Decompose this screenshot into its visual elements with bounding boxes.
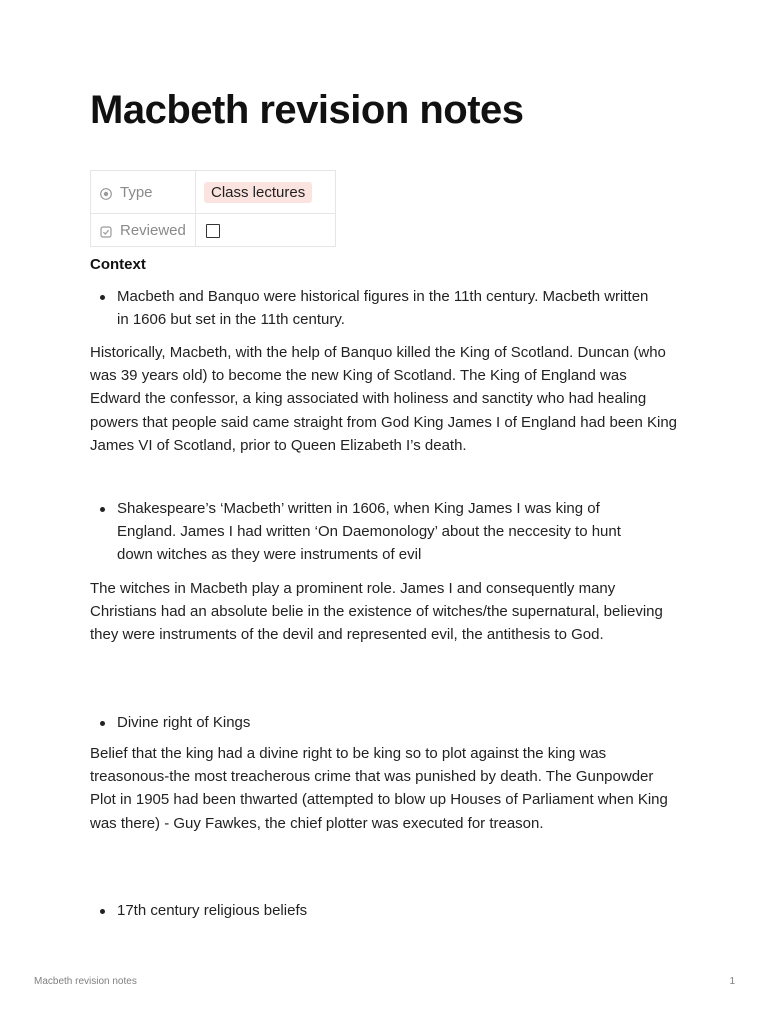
paragraph: Belief that the king had a divine right to be king so to plot against the king was treasonous-the most treacherous crime that was punished by death. The Gunpowder Plot in 1905 had been thwarted (attempted to blow up Houses of Parliament when King was there) - Guy Fawkes, the chief plotter was executed for treason.	[90, 745, 668, 832]
page-number: 1	[729, 976, 735, 987]
property-key-label: Type	[120, 183, 153, 201]
list-item	[90, 285, 650, 331]
list-item-text: Shakespeare’s ‘Macbeth’ written in 1606, when King James I was king of England. James I had written ‘On Daemonology’ about the neccesity to hunt down witches as they were instruments of evil	[117, 500, 621, 564]
select-icon	[99, 187, 113, 201]
property-key-label: Reviewed	[120, 221, 186, 239]
property-key-type	[91, 171, 196, 213]
checkbox-property-icon	[99, 225, 113, 239]
list-item	[90, 899, 650, 922]
property-value-reviewed	[196, 214, 335, 246]
bullet-dot	[100, 507, 105, 512]
paragraph: Historically, Macbeth, with the help of Banquo killed the King of Scotland. Duncan (who was 39 years old) to become the new King of Scotland. The King of England was Edward the confessor, a king associated with holiness and sanctity who had healing powers that people said came straight from God King James I of England had been King James VI of Scotland, prior to Queen Elizabeth I’s death.	[90, 344, 678, 454]
property-row-reviewed	[91, 214, 335, 246]
reviewed-checkbox[interactable]	[206, 224, 220, 238]
list-item-text: 17th century religious beliefs	[117, 902, 308, 919]
paragraph: The witches in Macbeth play a prominent role. James I and consequently many Christians had an absolute belie in the existence of witches/the supernatural, believing they were instruments of the devil and represented evil, the antithesis to God.	[90, 580, 663, 644]
bullet-dot	[100, 909, 105, 914]
list-item-text: Macbeth and Banquo were historical figures in the 11th century. Macbeth written in 1606 but set in the 11th century.	[117, 288, 649, 329]
property-key-reviewed	[91, 214, 196, 246]
page-title: Macbeth revision notes	[90, 88, 524, 132]
list-item-text: Divine right of Kings	[117, 714, 251, 731]
property-row-type	[91, 171, 335, 214]
list-item	[90, 497, 650, 567]
footer-title: Macbeth revision notes	[34, 976, 137, 987]
properties-table	[90, 170, 336, 247]
section-heading-context: Context	[90, 256, 146, 273]
type-tag[interactable]: Class lectures	[204, 182, 312, 203]
list-item	[90, 711, 650, 734]
bullet-dot	[100, 721, 105, 726]
property-value-type[interactable]	[196, 171, 335, 213]
bullet-dot	[100, 295, 105, 300]
